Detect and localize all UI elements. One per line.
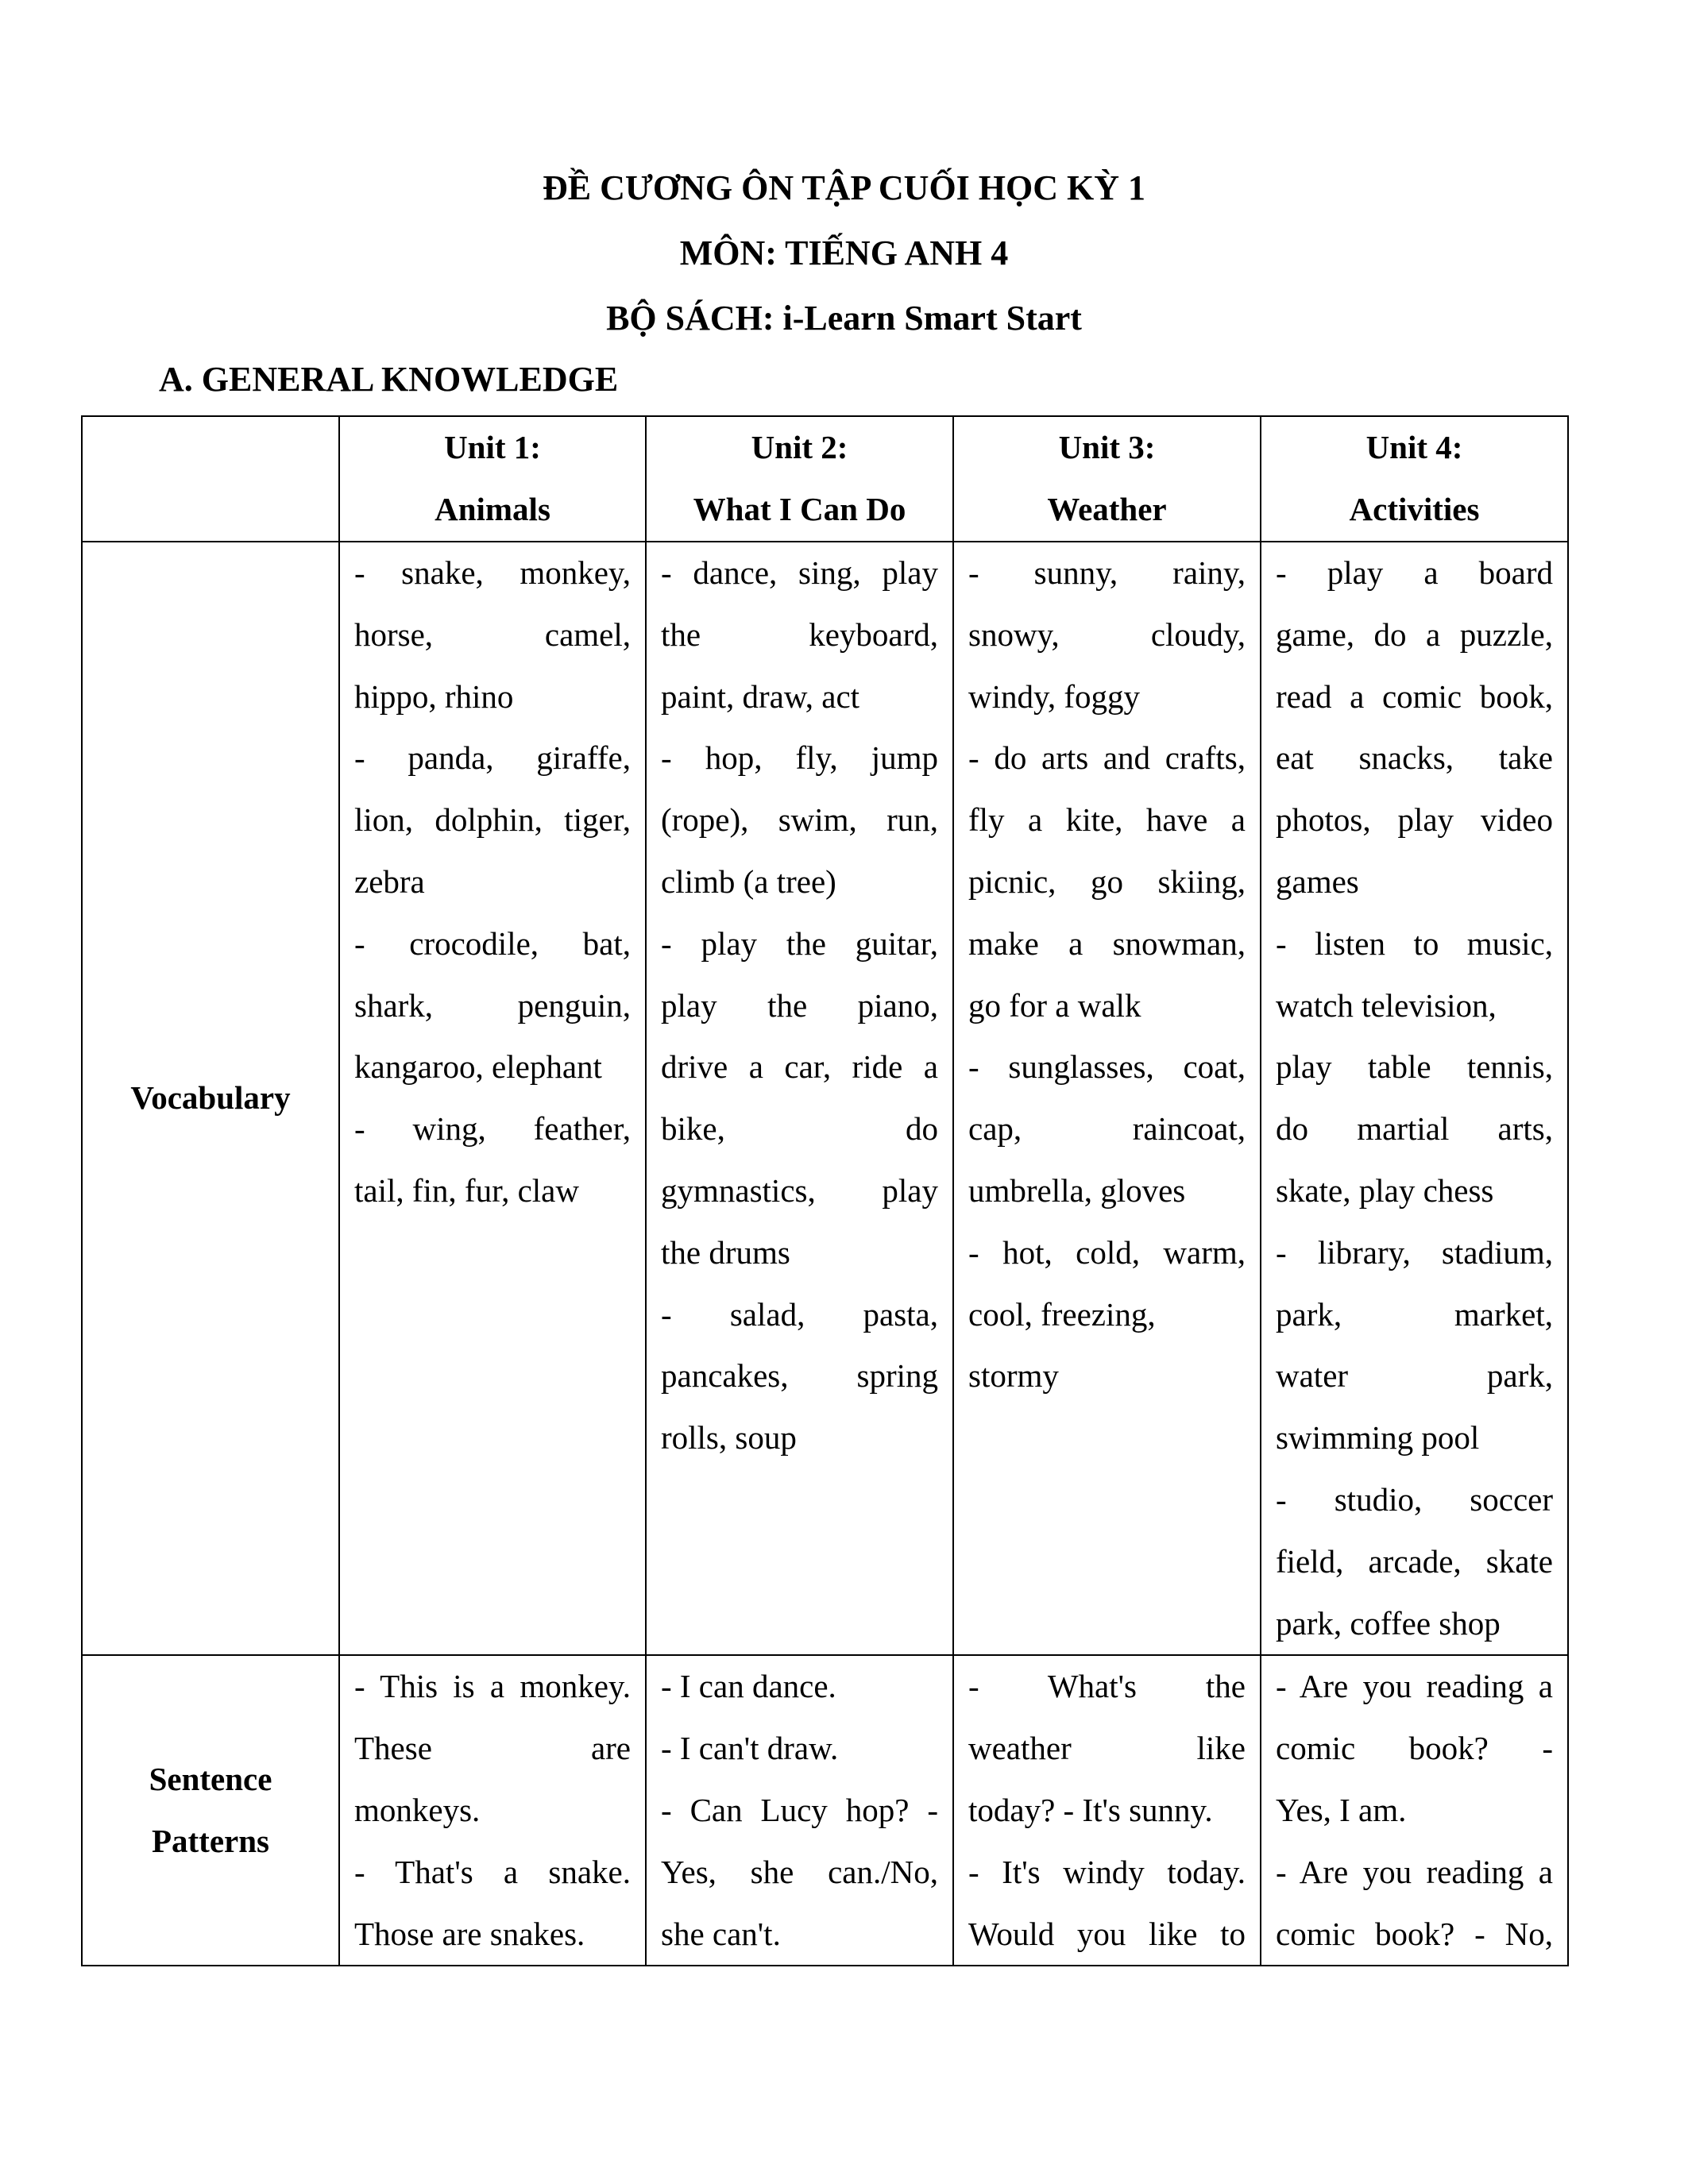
cell-line: windy, foggy [968, 677, 1140, 715]
unit-name: Weather [1047, 490, 1167, 527]
row-label-sentence-patterns [82, 1655, 339, 1966]
cell-line: photos, play video [1276, 801, 1553, 839]
cell-line: - This is a monkey. [354, 1668, 631, 1705]
cell-line: snowy, cloudy, [968, 615, 1246, 653]
cell-line: - studio, soccer [1276, 1480, 1553, 1518]
cell-line: - wing, feather, [354, 1110, 631, 1148]
unit-number: Unit 2: [751, 429, 848, 465]
cell-line: - library, stadium, [1276, 1233, 1553, 1271]
unit-name: What I Can Do [693, 490, 906, 527]
cell-line: These are [354, 1730, 631, 1767]
header-empty-cell [82, 416, 339, 542]
cell-line: picnic, go skiing, [968, 862, 1246, 900]
cell-line: do martial arts, [1276, 1110, 1553, 1148]
cell-line: bike, do [661, 1110, 938, 1148]
section-heading: A. GENERAL KNOWLEDGE [159, 360, 619, 399]
cell-line: - I can dance. [661, 1668, 836, 1705]
cell-line: she can't. [661, 1915, 781, 1952]
cell-line: - play the guitar, [661, 924, 938, 962]
cell-line: pancakes, spring [661, 1357, 938, 1395]
vocabulary-unit-1-cell [339, 542, 646, 1655]
cell-line: watch television, [1276, 986, 1497, 1024]
patterns-unit-3-cell [953, 1655, 1261, 1966]
document-subject: MÔN: TIẾNG ANH 4 [679, 233, 1009, 272]
cell-line: - Can Lucy hop? - [661, 1791, 938, 1828]
cell-line: Yes, I am. [1276, 1791, 1407, 1828]
document-book-series: BỘ SÁCH: i-Learn Smart Start [606, 299, 1082, 338]
header-unit-2 [646, 416, 953, 542]
header-unit-3 [953, 416, 1261, 542]
table-row-vocabulary [82, 542, 1568, 1655]
cell-line: go for a walk [968, 986, 1141, 1024]
cell-line: rolls, soup [661, 1419, 797, 1457]
table-row-sentence-patterns [82, 1655, 1568, 1966]
cell-line: lion, dolphin, tiger, [354, 801, 631, 839]
cell-line: the keyboard, [661, 615, 938, 653]
cell-line: game, do a puzzle, [1276, 615, 1553, 653]
cell-line: park, market, [1276, 1295, 1553, 1333]
cell-line: - dance, sing, play [661, 554, 938, 591]
unit-name: Activities [1349, 490, 1480, 527]
cell-line: - hot, cold, warm, [968, 1233, 1246, 1271]
cell-line: park, coffee shop [1276, 1604, 1501, 1642]
row-label-text: Patterns [151, 1822, 269, 1859]
table-header-row [82, 416, 1568, 542]
cell-line: Those are snakes. [354, 1915, 585, 1952]
cell-line: umbrella, gloves [968, 1171, 1186, 1209]
cell-line: - crocodile, bat, [354, 924, 631, 962]
cell-line: gymnastics, play [661, 1171, 938, 1209]
cell-line: - sunglasses, coat, [968, 1048, 1246, 1086]
document-title-block [0, 156, 1688, 351]
cell-line: drive a car, ride a [661, 1048, 938, 1086]
cell-line: cool, freezing, [968, 1295, 1156, 1333]
patterns-unit-4-cell [1261, 1655, 1568, 1966]
unit-number: Unit 1: [444, 429, 541, 465]
row-label-text: Vocabulary [130, 1079, 291, 1117]
cell-line: climb (a tree) [661, 862, 836, 900]
cell-line: - play a board [1276, 554, 1553, 591]
header-unit-4 [1261, 416, 1568, 542]
row-label-vocabulary [82, 542, 339, 1655]
cell-line: - Are you reading a [1276, 1668, 1553, 1705]
cell-line: paint, draw, act [661, 677, 860, 715]
cell-line: stormy [968, 1357, 1059, 1395]
cell-line: - It's windy today. [968, 1853, 1246, 1890]
cell-line: swimming pool [1276, 1419, 1480, 1457]
cell-line: Yes, she can./No, [661, 1853, 938, 1890]
cell-line: water park, [1276, 1357, 1553, 1395]
patterns-unit-1-cell [339, 1655, 646, 1966]
cell-line: - Are you reading a [1276, 1853, 1553, 1890]
cell-line: - What's the [968, 1668, 1246, 1705]
cell-line: play the piano, [661, 986, 938, 1024]
cell-line: shark, penguin, [354, 986, 631, 1024]
cell-line: hippo, rhino [354, 677, 514, 715]
cell-line: comic book? - [1276, 1730, 1553, 1767]
cell-line: field, arcade, skate [1276, 1542, 1553, 1580]
unit-name: Animals [435, 490, 550, 527]
cell-line: kangaroo, elephant [354, 1048, 602, 1086]
header-unit-1 [339, 416, 646, 542]
cell-line: zebra [354, 862, 425, 900]
cell-line: - hop, fly, jump [661, 739, 938, 777]
cell-line: read a comic book, [1276, 677, 1553, 715]
cell-line: make a snowman, [968, 924, 1246, 962]
cell-line: - listen to music, [1276, 924, 1553, 962]
cell-line: comic book? - No, [1276, 1915, 1553, 1952]
cell-line: skate, play chess [1276, 1171, 1494, 1209]
unit-number: Unit 4: [1365, 429, 1463, 465]
cell-line: the drums [661, 1233, 790, 1271]
knowledge-table [81, 415, 1569, 1966]
cell-line: - sunny, rainy, [968, 554, 1246, 591]
cell-line: today? - It's sunny. [968, 1791, 1213, 1828]
cell-line: - do arts and crafts, [968, 739, 1246, 777]
document-title: ĐỀ CƯƠNG ÔN TẬP CUỐI HỌC KỲ 1 [542, 168, 1146, 207]
cell-line: eat snacks, take [1276, 739, 1553, 777]
cell-line: Would you like to [968, 1915, 1246, 1952]
patterns-unit-2-cell [646, 1655, 953, 1966]
cell-line: - salad, pasta, [661, 1295, 938, 1333]
vocabulary-unit-4-cell [1261, 542, 1568, 1655]
vocabulary-unit-2-cell [646, 542, 953, 1655]
cell-line: - panda, giraffe, [354, 739, 631, 777]
vocabulary-unit-3-cell [953, 542, 1261, 1655]
row-label-text: Sentence [149, 1761, 272, 1798]
cell-line: tail, fin, fur, claw [354, 1171, 579, 1209]
cell-line: - That's a snake. [354, 1853, 631, 1890]
unit-number: Unit 3: [1058, 429, 1156, 465]
cell-line: weather like [968, 1730, 1246, 1767]
cell-line: - I can't draw. [661, 1730, 839, 1767]
cell-line: cap, raincoat, [968, 1110, 1246, 1148]
cell-line: play table tennis, [1276, 1048, 1553, 1086]
cell-line: (rope), swim, run, [661, 801, 938, 839]
cell-line: - snake, monkey, [354, 554, 631, 591]
cell-line: fly a kite, have a [968, 801, 1246, 839]
cell-line: games [1276, 862, 1359, 900]
cell-line: horse, camel, [354, 615, 631, 653]
cell-line: monkeys. [354, 1791, 481, 1828]
